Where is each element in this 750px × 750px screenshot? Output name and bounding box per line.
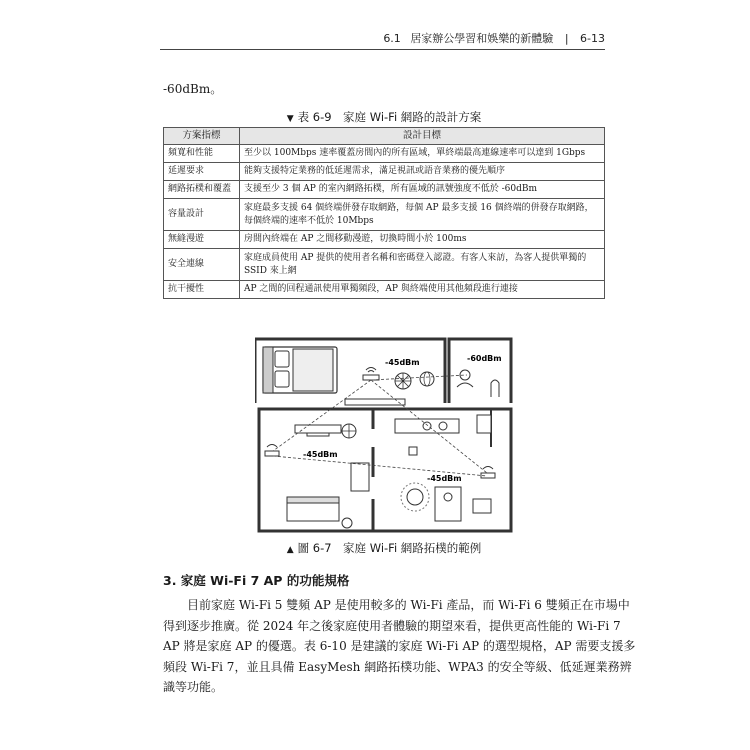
fridge-icon xyxy=(477,415,491,433)
table-caption-text: 表 6-9 家庭 Wi-Fi 網路的設計方案 xyxy=(297,110,482,124)
paragraph-line: 頻段 Wi-Fi 7，並且具備 EasyMesh 網路拓樸功能、WPA3 的安全等級、低延遲業務辨 xyxy=(163,659,632,674)
continuation-text: -60dBm。 xyxy=(163,82,223,96)
kitchen-counter-icon xyxy=(395,419,459,433)
desk-icon xyxy=(401,483,491,521)
fan-icon xyxy=(395,373,411,389)
table-row xyxy=(164,231,605,249)
table-row xyxy=(164,249,605,281)
signal-label-b: -60dBm xyxy=(467,354,502,363)
paragraph-line: 得到逐步推廣。從 2024 年之後家庭使用者體驗的期望來看，提供更高性能的 Wi-Fi 7 xyxy=(163,618,621,633)
table-row xyxy=(164,281,605,299)
table-value-cell: 家庭最多支援 64 個終端併發存取網路，每個 AP 最多支援 16 個終端的併發存取網路，每個終端的速率不低於 10Mbps xyxy=(240,199,605,231)
wifi-ap-icon xyxy=(265,445,279,457)
table-value-cell: 支援至少 3 個 AP 的室內網路拓樸，所有區域的訊號強度不低於 -60dBm xyxy=(240,181,605,199)
signal-label-a: -45dBm xyxy=(385,358,420,367)
section-heading: 3. 家庭 Wi-Fi 7 AP 的功能規格 xyxy=(163,573,350,588)
paragraph-line: AP 將是家庭 AP 的優選。表 6-10 是建議的家庭 Wi-Fi AP 的選型規格，AP 需要支援多 xyxy=(163,639,636,653)
wifi-ap-icon xyxy=(481,467,495,479)
table-key-cell: 延遲要求 xyxy=(164,163,240,181)
body-paragraph xyxy=(163,595,636,698)
page-header xyxy=(160,28,605,50)
table-key-cell: 容量設計 xyxy=(164,199,240,231)
table-row xyxy=(164,145,605,163)
table-key-cell: 無縫漫遊 xyxy=(164,231,240,249)
table-header-cell: 方案指標 xyxy=(164,128,240,145)
armchair-icon xyxy=(351,463,369,491)
table-key-cell: 安全連線 xyxy=(164,249,240,281)
header-page-number: 6-13 xyxy=(580,32,605,45)
header-separator: | xyxy=(564,32,569,45)
fan-icon xyxy=(342,424,356,438)
header-section-number: 6.1 xyxy=(383,32,401,45)
figure-caption xyxy=(163,540,605,556)
person-icon xyxy=(457,370,473,387)
table-key-cell: 抗干擾性 xyxy=(164,281,240,299)
speaker-icon xyxy=(409,447,417,455)
signal-label-d: -45dBm xyxy=(427,474,462,483)
bed-icon xyxy=(263,347,337,393)
table-key-cell: 頻寬和性能 xyxy=(164,145,240,163)
design-table xyxy=(163,127,605,299)
table-row xyxy=(164,199,605,231)
paragraph-line: 識等功能。 xyxy=(163,680,224,694)
header-text xyxy=(383,30,605,46)
table-value-cell: 至少以 100Mbps 速率覆蓋房間內的所有區域，單終端最高連線速率可以達到 1Gbps xyxy=(240,145,605,163)
table-row xyxy=(164,181,605,199)
figure-caption-text: 圖 6-7 家庭 Wi-Fi 網路拓樸的範例 xyxy=(297,541,482,555)
wifi-ap-icon xyxy=(363,368,379,381)
globe-icon xyxy=(420,372,434,386)
chair-icon xyxy=(491,380,499,397)
plant-icon xyxy=(342,518,352,528)
up-triangle-icon: ▲ xyxy=(286,545,294,555)
sofa-icon xyxy=(287,497,339,521)
header-chapter-title: 居家辦公學習和娛樂的新體驗 xyxy=(410,32,554,45)
table-value-cell: 家庭成員使用 AP 提供的使用者名稱和密碼登入認證。有客人來訪，為客人提供單獨的 SSID 來上網 xyxy=(240,249,605,281)
floor-plan-diagram xyxy=(255,337,513,533)
table-header-row xyxy=(164,128,605,145)
table-caption xyxy=(163,109,605,125)
signal-label-c: -45dBm xyxy=(303,450,338,459)
table-header-cell: 設計目標 xyxy=(240,128,605,145)
table-value-cell: 能夠支援特定業務的低延遲需求，滿足視訊或語音業務的優先順序 xyxy=(240,163,605,181)
down-triangle-icon: ▼ xyxy=(286,114,294,124)
table-value-cell: 房間內終端在 AP 之間移動漫遊，切換時間小於 100ms xyxy=(240,231,605,249)
upper-right-room xyxy=(449,339,511,403)
table-value-cell: AP 之間的回程通訊使用單獨頻段，AP 與終端使用其他頻段進行連接 xyxy=(240,281,605,299)
table-row xyxy=(164,163,605,181)
table-key-cell: 網路拓樸和覆蓋 xyxy=(164,181,240,199)
paragraph-line: 目前家庭 Wi-Fi 5 雙頻 AP 是使用較多的 Wi-Fi 產品，而 Wi-Fi 6 雙頻正在市場中 xyxy=(187,598,630,612)
